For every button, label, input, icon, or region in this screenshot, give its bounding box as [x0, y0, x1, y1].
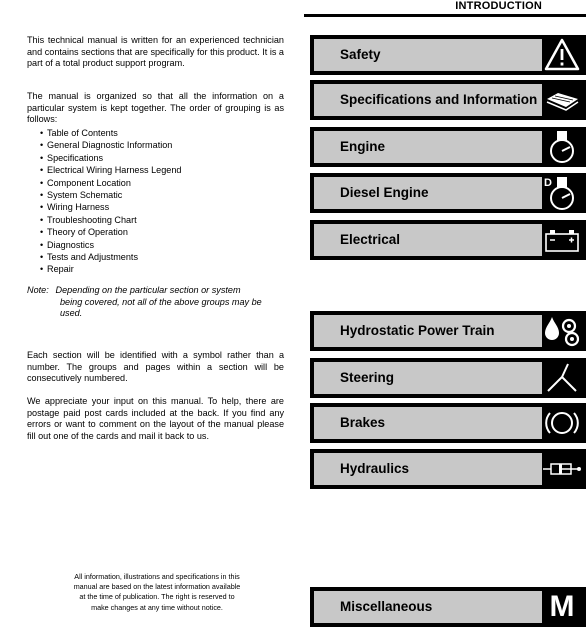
tab-hydrostatic-power-train[interactable]	[310, 311, 586, 351]
list-item: • Diagnostics	[27, 239, 284, 251]
m-letter: M	[549, 590, 575, 623]
tab-label: Safety	[340, 47, 381, 62]
list-item: • General Diagnostic Information	[27, 139, 284, 151]
tab-panel	[314, 224, 542, 256]
book-icon	[542, 82, 582, 118]
engine-icon	[542, 129, 582, 165]
diesel-engine-icon	[542, 175, 582, 211]
tab-panel	[314, 315, 542, 347]
tab-steering[interactable]	[310, 358, 586, 398]
list-item: • Tests and Adjustments	[27, 251, 284, 263]
tab-hydraulics[interactable]	[310, 449, 586, 489]
tab-panel	[314, 177, 542, 209]
tab-label: Engine	[340, 139, 386, 154]
tab-label: Diesel Engine	[340, 185, 429, 200]
list-item: • Table of Contents	[27, 127, 284, 139]
list-item: • Electrical Wiring Harness Legend	[27, 164, 284, 176]
tab-engine[interactable]	[310, 127, 586, 167]
drop-gears-icon	[542, 313, 582, 349]
intro-paragraph-1	[27, 35, 284, 70]
tab-miscellaneous[interactable]	[310, 587, 586, 627]
intro-text-3: Each section will be identified with a symbol rather than a number. The groups and pages within a section will be consecutively numbered.	[27, 350, 284, 383]
list-item: • Troubleshooting Chart	[27, 214, 284, 226]
diesel-d-letter: D	[544, 177, 552, 189]
list-item: • Theory of Operation	[27, 226, 284, 238]
steering-icon	[542, 360, 582, 396]
group-list	[27, 127, 284, 276]
list-item: • Specifications	[27, 152, 284, 164]
list-item: • Component Location	[27, 177, 284, 189]
tab-panel	[314, 84, 542, 116]
tab-label: Hydraulics	[340, 461, 410, 476]
note-text-line-3: used.	[60, 308, 83, 318]
tab-label: Miscellaneous	[340, 599, 433, 614]
note-text-line-2: being covered, not all of the above groups may be	[60, 296, 262, 307]
list-item: • System Schematic	[27, 189, 284, 201]
m-letter-icon	[542, 589, 582, 625]
tab-label: Specifications and Information	[340, 92, 538, 107]
tab-electrical[interactable]	[310, 220, 586, 260]
tab-label: Steering	[340, 370, 395, 385]
brakes-icon	[542, 405, 582, 441]
tab-label: Electrical	[340, 232, 401, 247]
warning-triangle-icon	[542, 37, 582, 73]
page-header-title: INTRODUCTION	[455, 0, 542, 12]
header-rule	[304, 14, 586, 17]
intro-text-4: We appreciate your input on this manual. To help, there are postage paid post cards included at the back. If you find any errors or want to comment on the layout of the manual please fill out one of the cards and mail it back to us.	[27, 396, 284, 441]
note-block	[27, 285, 284, 320]
disclaimer: All information, illustrations and specifications in this manual are based on the latest information available at the time of publication. The right is reserved to make changes at any time without notice.	[73, 572, 241, 612]
tab-panel	[314, 131, 542, 163]
hydraulic-cylinder-icon	[542, 451, 582, 487]
tab-panel	[314, 407, 542, 439]
intro-text-1: This technical manual is written for an experienced technician and contains sections that are specifically for this product. It is a part of a total product support program.	[27, 35, 284, 68]
tab-label: Hydrostatic Power Train	[340, 323, 495, 338]
battery-icon	[542, 222, 582, 258]
tab-panel	[314, 39, 542, 71]
note-text-line-1: Depending on the particular section or system	[55, 285, 241, 295]
tab-panel	[314, 453, 542, 485]
intro-paragraph-4	[27, 396, 284, 442]
note-label: Note:	[27, 285, 49, 295]
tab-diesel-engine[interactable]	[310, 173, 586, 213]
tab-specifications[interactable]	[310, 80, 586, 120]
intro-paragraph-2	[27, 91, 284, 126]
tab-safety[interactable]	[310, 35, 586, 75]
list-item: • Wiring Harness	[27, 201, 284, 213]
list-item: • Repair	[27, 263, 284, 275]
intro-text-2: The manual is organized so that all the information on a particular system is kept together. The order of grouping is as follows:	[27, 91, 284, 124]
tab-panel	[314, 362, 542, 394]
tab-panel	[314, 591, 542, 623]
tab-brakes[interactable]	[310, 403, 586, 443]
tab-label: Brakes	[340, 415, 386, 430]
intro-paragraph-3	[27, 350, 284, 385]
